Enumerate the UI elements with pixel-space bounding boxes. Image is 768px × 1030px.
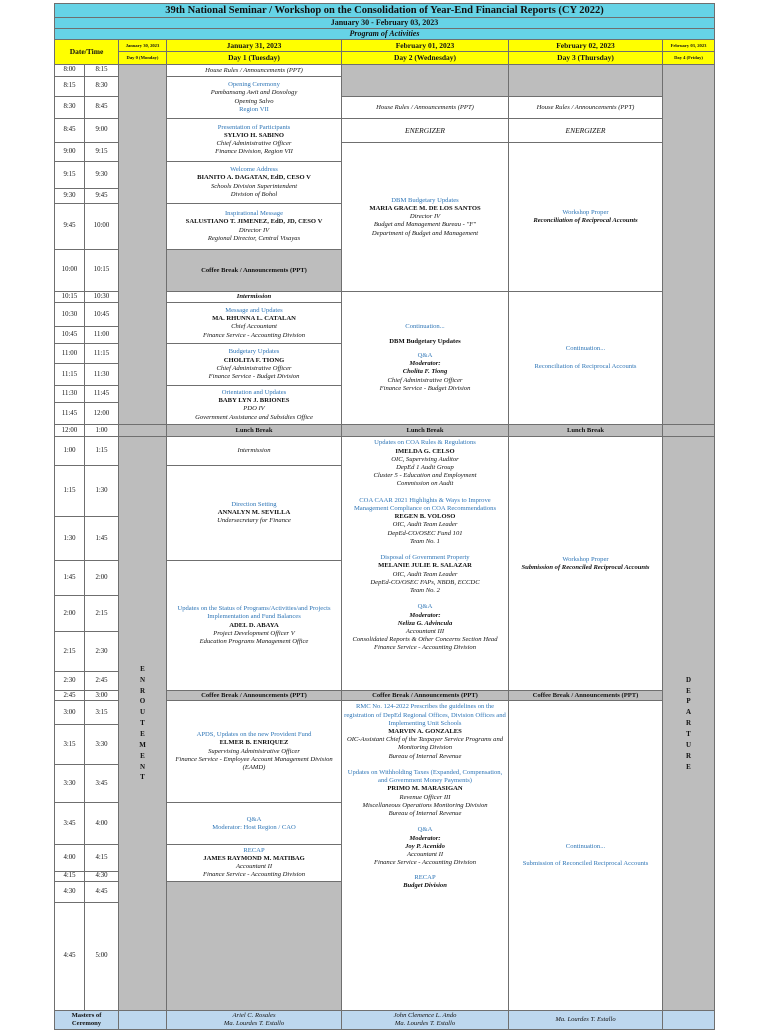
day2-label: Day 2 (Wednesday) <box>342 52 509 65</box>
time-end: 1:30 <box>85 466 119 517</box>
subtitle-row <box>55 29 715 40</box>
time-end: 10:45 <box>85 303 119 327</box>
d1-recap-title: RECAP <box>243 846 265 854</box>
message-title: Message and Updates <box>225 306 283 314</box>
day0-lunch-blank <box>119 425 167 437</box>
workshop2-title: Workshop Proper <box>562 555 609 563</box>
apds-name: ELMER B. ENRIQUEZ <box>219 739 289 747</box>
rmc-line2: Bureau of Internal Revenue <box>388 752 462 760</box>
departure-letter: P <box>686 697 691 706</box>
d3-masters: Ma. Lourdes T. Estallo <box>509 1010 663 1029</box>
day0-block <box>119 65 167 425</box>
d2-qa3-line1: Accountant II <box>406 851 444 859</box>
time-end: 9:15 <box>85 143 119 162</box>
date-time-header: Date/Time <box>55 40 119 65</box>
coa-line1: OIC, Supervising Auditor <box>391 455 459 463</box>
time-end: 1:45 <box>85 517 119 561</box>
welcome-line2: Division of Bohol <box>230 190 278 198</box>
enroute-letter: T <box>140 719 145 728</box>
d2-energizer: ENERGIZER <box>342 119 509 143</box>
day0-enroutement <box>119 437 167 1011</box>
apds-title: APDS, Updates on the new Provident Fund <box>196 731 312 739</box>
withholding-line2: Miscellaneous Operations Monitoring Division <box>362 801 488 809</box>
time-start: 1:00 <box>55 437 85 466</box>
welcome-line1: Schools Division Superintendent <box>210 182 298 190</box>
time-end: 2:15 <box>85 596 119 632</box>
day0-mc-blank <box>119 1010 167 1029</box>
d2-qa2-line2: Consolidated Reports & Other Concerns Section Head <box>352 636 498 644</box>
time-end: 11:30 <box>85 364 119 386</box>
dbm-line3: Department of Budget and Management <box>371 229 479 237</box>
opening-title: Opening Ceremony <box>228 81 280 89</box>
d1-masters <box>167 1010 342 1029</box>
disposal-line3: Team No. 2 <box>410 587 440 595</box>
d1-updates-status <box>167 561 342 691</box>
time-start: 4:15 <box>55 872 85 881</box>
d3-energizer: ENERGIZER <box>509 119 663 143</box>
enroute-letter: R <box>139 686 146 695</box>
time-end: 9:30 <box>85 162 119 189</box>
orientation-title: Orientation and Updates <box>221 388 287 396</box>
program-title: 39th National Seminar / Workshop on the Consolidation of Year-End Financial Reports (CY 2022) <box>55 4 715 18</box>
time-start: 11:00 <box>55 344 85 364</box>
d1-qa-title: Q&A <box>246 815 262 823</box>
message-name: MA. RHUNNA L. CATALAN <box>212 315 296 323</box>
d2-house-rules: House Rules / Announcements (PPT) <box>342 97 509 119</box>
header-row-dates <box>55 40 715 52</box>
rmc-title: RMC No. 124-2022 Prescribes the guidelines on the registration of DepEd Regional Offices, Division Offices and Implementing Unit Schools <box>344 703 506 727</box>
inspirational-title: Inspirational Message <box>224 210 284 218</box>
time-start: 9:30 <box>55 189 85 204</box>
inspirational-line2: Regional Director, Central Visayas <box>207 234 301 242</box>
time-start: 10:00 <box>55 250 85 292</box>
masters-row <box>55 1010 715 1029</box>
dbm-line2: Budget and Management Bureau - "F" <box>373 221 477 229</box>
disposal-line2: DepEd-CO/OSEC FAPs, NBDB, ECCDC <box>370 578 480 586</box>
time-end: 1:00 <box>85 425 119 437</box>
program-subtitle: Program of Activities <box>55 29 715 40</box>
coa-name: IMELDA G. CELSO <box>395 447 455 455</box>
d1-inspirational-message <box>167 204 342 250</box>
d1-blank-end <box>167 881 342 1010</box>
d2-qa2-line3: Finance Service - Accounting Division <box>373 644 477 652</box>
departure-letter: E <box>686 686 691 695</box>
d1-intermission: Intermission <box>167 292 342 303</box>
d1-welcome-address <box>167 162 342 204</box>
departure-letter: T <box>686 729 691 738</box>
rmc-line1: OIC-Assistant Chief of the Taxpayer Service Programs and Monitoring Division <box>346 736 504 752</box>
time-start: 11:45 <box>55 403 85 425</box>
time-start: 10:30 <box>55 303 85 327</box>
updates-status-title: Updates on the Status of Programs/Activities/and Projects Implementation and Fund Balances <box>177 605 331 621</box>
d3-workshop-proper <box>509 143 663 292</box>
coa-line2: DepEd 1 Audit Group <box>396 464 454 471</box>
time-end: 4:45 <box>85 881 119 902</box>
time-start: 1:45 <box>55 561 85 596</box>
d3-continuation-label: Continuation... <box>565 345 606 353</box>
d1-house-rules: House Rules / Announcements (PPT) <box>167 65 342 77</box>
updates-status-name: ADEL D. ABAYA <box>229 621 279 629</box>
time-start: 8:45 <box>55 119 85 143</box>
day4-label: Day 4 (Friday) <box>663 52 715 65</box>
time-start: 1:15 <box>55 466 85 517</box>
day3-label: Day 3 (Thursday) <box>509 52 663 65</box>
time-start: 3:15 <box>55 725 85 765</box>
opening-line2: Opening Salvo <box>234 97 274 105</box>
time-start: 11:15 <box>55 364 85 386</box>
time-end: 10:30 <box>85 292 119 303</box>
time-start: 3:00 <box>55 701 85 725</box>
d2-continuation <box>342 292 509 425</box>
day4-lunch-blank <box>663 425 715 437</box>
direction-title: Direction Setting <box>231 500 277 508</box>
d2-bir-sessions <box>342 701 509 1011</box>
d2-recap-name: Budget Division <box>403 881 447 889</box>
time-end: 8:30 <box>85 77 119 97</box>
d1-direction-setting <box>167 466 342 561</box>
d2-qa3-title: Q&A <box>417 826 433 834</box>
caar-title: COA CAAR 2021 Highlights & Ways to Improve Management Compliance on COA Recommendations <box>353 496 497 512</box>
d3-continuation2-label: Continuation... <box>565 843 606 851</box>
d1-budgetary-updates <box>167 344 342 386</box>
caar-line3: Team No. 1 <box>410 537 440 545</box>
welcome-title: Welcome Address <box>230 166 278 174</box>
time-end: 5:00 <box>85 902 119 1010</box>
time-start: 1:30 <box>55 517 85 561</box>
apds-line1: Supervising Administrative Officer <box>208 747 300 755</box>
disposal-line1: OIC, Audit Team Leader <box>392 570 458 578</box>
enroute-letter: O <box>139 697 146 706</box>
d1-lunch-break: Lunch Break <box>167 425 342 437</box>
orientation-name: BABY LYN J. BRIONES <box>218 397 290 405</box>
d1-apds-updates <box>167 701 342 803</box>
budgetary-line1: Chief Administrative Officer <box>216 364 292 372</box>
d2-masters <box>342 1010 509 1029</box>
workshop-line1: Reconciliation of Reciprocal Accounts <box>533 217 638 225</box>
d1-qa-moderator: Moderator: Host Region / CAO <box>212 823 296 831</box>
updates-status-line2: Education Programs Management Office <box>199 638 309 646</box>
d2-lunch-break: Lunch Break <box>342 425 509 437</box>
time-end: 9:00 <box>85 119 119 143</box>
withholding-title: Updates on Withholding Taxes (Expanded, Compensation, and Government Money Payments) <box>347 768 503 785</box>
departure-letter: U <box>685 740 692 749</box>
day1-date: January 31, 2023 <box>167 40 342 52</box>
participants-name: SYLVIO H. SABINO <box>223 131 285 139</box>
enroute-letter: E <box>140 664 145 673</box>
d2-qa-line2: Finance Service - Budget Division <box>379 384 471 392</box>
disposal-name: MELANIE JULIE R. SALAZAR <box>378 562 472 570</box>
d2-blank <box>342 65 509 97</box>
d2-qa-title: Q&A <box>417 351 433 359</box>
d3-blank <box>509 65 663 97</box>
d1-coffee-break: Coffee Break / Announcements (PPT) <box>167 250 342 292</box>
dates-row <box>55 18 715 29</box>
budgetary-line2: Finance Service - Budget Division <box>208 373 300 381</box>
enroute-letter: T <box>140 773 145 782</box>
time-start: 8:00 <box>55 65 85 77</box>
time-start: 2:30 <box>55 672 85 691</box>
d1-orientation-updates <box>167 386 342 425</box>
opening-line3: Region VII <box>239 105 269 113</box>
d2-qa2-name: Neliza G. Advincula <box>397 619 453 627</box>
time-end: 4:00 <box>85 803 119 845</box>
d2-continuation-label: Continuation... <box>405 323 445 331</box>
time-end: 11:15 <box>85 344 119 364</box>
departure-letter: R <box>685 751 692 760</box>
program-dates: January 30 - February 03, 2023 <box>55 18 715 29</box>
withholding-line3: Bureau of Internal Revenue <box>388 810 462 818</box>
d1-mc-b: Ma. Lourdes T. Estallo <box>223 1019 285 1027</box>
rmc-name: MARVIN A. GONZALES <box>388 728 462 735</box>
time-start: 10:45 <box>55 327 85 344</box>
time-start: 4:00 <box>55 845 85 872</box>
enroute-letter: M <box>139 740 146 749</box>
participants-line2: Finance Division, Region VII <box>215 148 293 156</box>
d3-house-rules: House Rules / Announcements (PPT) <box>509 97 663 119</box>
time-start: 3:30 <box>55 765 85 803</box>
d2-recap-title: RECAP <box>414 873 436 881</box>
time-start: 9:45 <box>55 204 85 250</box>
d3-continuation <box>509 292 663 425</box>
inspirational-line1: Director IV <box>238 226 270 234</box>
d2-qa-line1: Chief Administrative Officer <box>387 376 463 384</box>
time-end: 12:00 <box>85 403 119 425</box>
d2-qa3-line2: Finance Service - Accounting Division <box>373 859 477 867</box>
d2-qa-name: Cholita F. Tiong <box>402 368 448 376</box>
time-end: 11:00 <box>85 327 119 344</box>
time-end: 2:00 <box>85 561 119 596</box>
departure-letter: R <box>685 719 692 728</box>
time-end: 10:15 <box>85 250 119 292</box>
message-line2: Finance Service - Accounting Division <box>202 331 306 339</box>
time-start: 8:30 <box>55 97 85 119</box>
d2-dbm-updates-2: DBM Budgetary Updates <box>389 337 461 345</box>
d3-lunch-break: Lunch Break <box>509 425 663 437</box>
day0-label: Day 0 (Monday) <box>119 52 167 65</box>
time-start: 8:15 <box>55 77 85 97</box>
workshop-title: Workshop Proper <box>562 208 609 216</box>
masters-label: Masters of Ceremony <box>55 1010 119 1029</box>
program-table <box>54 3 715 1030</box>
orientation-line2: Government Assistance and Subsidies Office <box>195 413 313 421</box>
d1-recap-line2: Finance Service - Accounting Division <box>202 871 306 879</box>
apds-line2: Finance Service - Employee Account Management Division (EAMD) <box>175 755 333 772</box>
enroute-letter: E <box>140 729 145 738</box>
time-start: 9:00 <box>55 143 85 162</box>
updates-status-line1: Project Development Officer V <box>213 629 295 637</box>
coa-title: Updates on COA Rules & Regulations <box>374 439 476 447</box>
time-row <box>55 65 715 77</box>
message-line1: Chief Accountant <box>231 323 277 331</box>
departure-letter: E <box>686 762 691 771</box>
welcome-name: BIANITO A. DAGATAN, EdD, CESO V <box>197 174 311 182</box>
header-row-days <box>55 52 715 65</box>
d1-opening-ceremony <box>167 77 342 119</box>
time-end: 8:15 <box>85 65 119 77</box>
caar-name: REGEN B. VOLOSO <box>394 513 456 521</box>
d3-workshop-proper-2 <box>509 437 663 691</box>
d1-participants <box>167 119 342 162</box>
caar-line1: OIC, Audit Team Leader <box>392 521 458 529</box>
dbm-name: MARIA GRACE M. DE LOS SANTOS <box>369 204 481 212</box>
time-start: 12:00 <box>55 425 85 437</box>
coa-line4: Commission on Audit <box>396 480 454 488</box>
d2-qa3-moderator: Moderator: <box>409 834 441 842</box>
departure-letter: D <box>685 675 692 684</box>
time-end: 3:45 <box>85 765 119 803</box>
time-end: 9:45 <box>85 189 119 204</box>
time-end: 4:15 <box>85 845 119 872</box>
day4-block <box>663 65 715 425</box>
dbm-title: DBM Budgetary Updates <box>391 196 459 204</box>
day4-date: February 03, 2023 <box>663 40 715 52</box>
enroute-letter: N <box>139 675 146 684</box>
withholding-line1: Revenue Officer III <box>399 793 451 801</box>
d1-qa-session <box>167 803 342 845</box>
workshop2-line1: Submission of Reconciled Reciprocal Accounts <box>521 563 650 571</box>
d1-coffee-break-2: Coffee Break / Announcements (PPT) <box>167 691 342 701</box>
time-end: 1:15 <box>85 437 119 466</box>
time-start: 4:30 <box>55 881 85 902</box>
departure-letter: A <box>685 708 692 717</box>
d3-reconciliation: Reconciliation of Reciprocal Accounts <box>534 363 637 371</box>
time-end: 8:45 <box>85 97 119 119</box>
d3-submission: Submission of Reconciled Reciprocal Accounts <box>522 859 649 867</box>
day2-date: February 01, 2023 <box>342 40 509 52</box>
d1-recap-name: JAMES RAYMOND M. MATIBAG <box>203 854 305 862</box>
budgetary-name: CHOLITA F. TIONG <box>223 356 285 364</box>
withholding-name: PRIMO M. MARASIGAN <box>387 785 463 793</box>
time-start: 2:45 <box>55 691 85 701</box>
d3-continuation-2 <box>509 701 663 1011</box>
budgetary-title: Budgetary Updates <box>228 348 280 356</box>
time-end: 2:45 <box>85 672 119 691</box>
d3-coffee-break-2: Coffee Break / Announcements (PPT) <box>509 691 663 701</box>
caar-line2: DepEd-CO/OSEC Fund 101 <box>387 529 463 537</box>
d2-qa2-line1: Accountant III <box>405 627 445 635</box>
day4-departure <box>663 437 715 1011</box>
d2-qa-moderator: Moderator: <box>409 360 441 368</box>
time-row <box>55 425 715 437</box>
title-row <box>55 4 715 18</box>
time-start: 9:15 <box>55 162 85 189</box>
enroute-letter: N <box>139 762 146 771</box>
opening-line1: Pambansang Awit and Doxology <box>210 89 298 97</box>
d2-dbm-updates <box>342 143 509 292</box>
day3-date: February 02, 2023 <box>509 40 663 52</box>
d1-message-updates <box>167 303 342 344</box>
time-row <box>55 437 715 466</box>
d1-recap <box>167 845 342 881</box>
d2-mc-b: Ma. Lourdes T. Estallo <box>394 1019 456 1027</box>
d2-qa2-title: Q&A <box>417 603 433 611</box>
direction-line1: Undersecretary for Finance <box>217 517 291 525</box>
d1-mc-a: Ariel C. Rosales <box>232 1011 276 1019</box>
time-end: 10:00 <box>85 204 119 250</box>
coa-line3: Cluster 5 - Education and Employment <box>373 472 477 480</box>
participants-title: Presentation of Participants <box>217 123 291 131</box>
direction-name: ANNALYN M. SEVILLA <box>217 509 291 517</box>
disposal-title: Disposal of Government Property <box>380 554 470 562</box>
time-end: 3:00 <box>85 691 119 701</box>
d2-qa2-moderator: Moderator: <box>409 611 441 619</box>
enroute-letter: E <box>140 751 145 760</box>
time-start: 11:30 <box>55 386 85 403</box>
day0-date: January 30, 2023 <box>119 40 167 52</box>
enroute-letter: U <box>139 708 146 717</box>
time-end: 11:45 <box>85 386 119 403</box>
time-start: 4:45 <box>55 902 85 1010</box>
time-end: 2:30 <box>85 632 119 672</box>
participants-line1: Chief Administrative Officer <box>216 140 292 148</box>
d1-recap-line1: Accountant II <box>235 863 273 871</box>
time-end: 4:30 <box>85 872 119 881</box>
d2-coffee-break-2: Coffee Break / Announcements (PPT) <box>342 691 509 701</box>
d2-coa-sessions <box>342 437 509 691</box>
day1-label: Day 1 (Tuesday) <box>167 52 342 65</box>
day4-mc-blank <box>663 1010 715 1029</box>
d1-intermission-2: Intermission <box>167 437 342 466</box>
d2-qa3-name: Joy P. Acenido <box>405 842 445 850</box>
d2-mc-a: John Clemence L. Ando <box>393 1011 457 1019</box>
time-start: 2:00 <box>55 596 85 632</box>
dbm-line1: Director IV <box>409 213 441 221</box>
time-start: 10:15 <box>55 292 85 303</box>
time-end: 3:15 <box>85 701 119 725</box>
time-end: 3:30 <box>85 725 119 765</box>
time-start: 3:45 <box>55 803 85 845</box>
orientation-line1: PDO IV <box>243 405 265 413</box>
inspirational-name: SALUSTIANO T. JIMENEZ, EdD, JD, CESO V <box>185 218 323 226</box>
time-start: 2:15 <box>55 632 85 672</box>
